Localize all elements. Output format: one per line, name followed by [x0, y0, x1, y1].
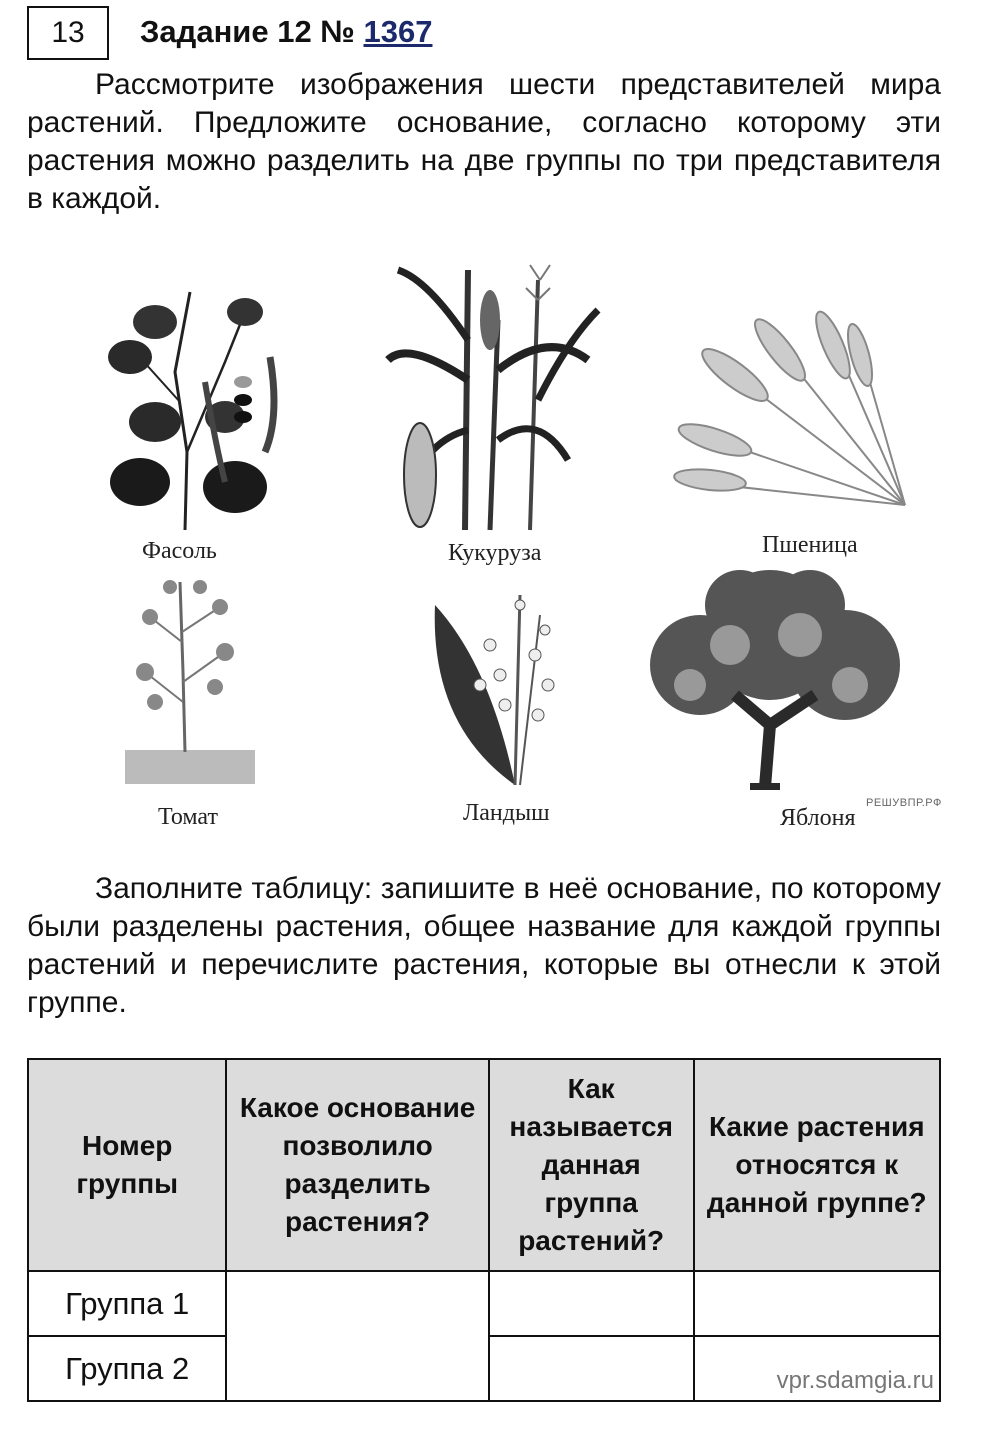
- column-header: Как называется данная группа растений?: [489, 1059, 694, 1271]
- column-header: Какие растения относятся к данной группе?: [694, 1059, 940, 1271]
- plants-answer-cell[interactable]: [694, 1271, 940, 1336]
- plant-label: Ландыш: [463, 800, 550, 826]
- task-id-link[interactable]: 1367: [363, 14, 433, 49]
- table-row: [28, 1271, 940, 1336]
- basis-answer-cell[interactable]: [226, 1271, 488, 1401]
- column-header: Номер группы: [28, 1059, 226, 1271]
- plant-label: Кукуруза: [448, 540, 542, 566]
- task-title: [140, 14, 432, 50]
- apple-tree-icon: [640, 565, 910, 790]
- tomato-plant-icon: [125, 572, 255, 787]
- wheat-icon: [655, 290, 915, 510]
- instruction-paragraph: Заполните таблицу: запишите в неё основание, по которому были разделены растения, общее название для каждой группы растений и перечислите растения, которые вы отнесли к этой группе.: [27, 872, 941, 1019]
- answer-table: [27, 1058, 941, 1402]
- intro-paragraph: Рассмотрите изображения шести представителей мира растений. Предложите основание, согласно которому эти растения можно разделить на две группы по три представителя в каждой.: [27, 68, 941, 215]
- lily-of-the-valley-icon: [420, 585, 570, 790]
- corn-plant-icon: [380, 260, 605, 532]
- site-watermark: vpr.sdamgia.ru: [776, 1367, 934, 1394]
- plant-label: Яблоня: [780, 805, 856, 831]
- group-name-answer-cell[interactable]: [489, 1336, 694, 1401]
- plant-label: Томат: [158, 804, 218, 830]
- column-header: Какое основание позволило разделить растения?: [226, 1059, 488, 1271]
- plant-label: Пшеница: [762, 532, 858, 558]
- task-number-box: 13: [27, 6, 109, 60]
- group-name-answer-cell[interactable]: [489, 1271, 694, 1336]
- watermark: РЕШУВПР.РФ: [866, 797, 942, 809]
- table-header-row: [28, 1059, 940, 1271]
- plant-label: Фасоль: [142, 538, 217, 564]
- group-label: Группа 2: [28, 1336, 226, 1401]
- group-label: Группа 1: [28, 1271, 226, 1336]
- task-title-prefix: Задание 12 №: [140, 14, 355, 49]
- bean-plant-icon: [95, 252, 290, 532]
